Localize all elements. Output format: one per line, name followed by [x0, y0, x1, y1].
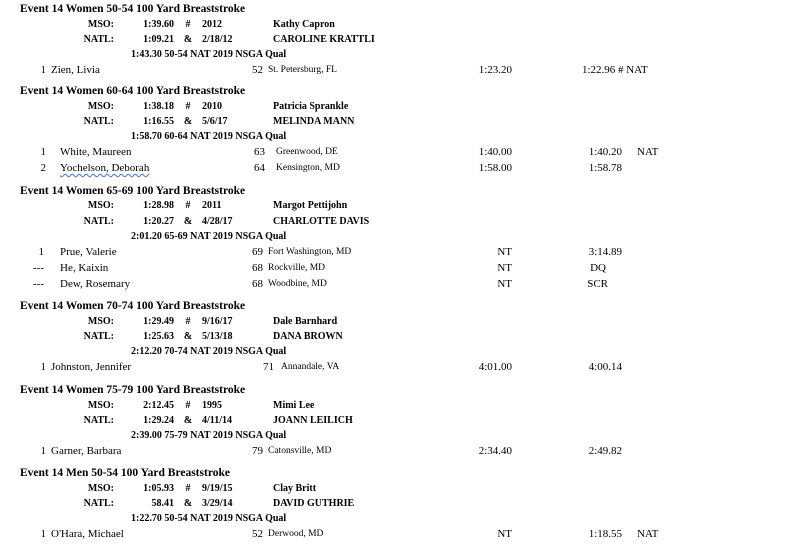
record-symbol: #	[185, 200, 191, 211]
qual-standard: 2:39.00 75-79 NAT 2019 NSGA Qual	[131, 430, 287, 441]
result-place: 2	[40, 162, 46, 174]
record-label: MSO:	[87, 316, 114, 327]
record-time: 1:38.18	[143, 101, 174, 112]
record-label: NATL:	[83, 498, 114, 509]
result-final-time: 1:18.55	[588, 528, 622, 540]
record-date: 5/6/17	[202, 116, 228, 127]
result-age: 52	[252, 64, 263, 76]
result-nat-flag: NAT	[637, 146, 659, 158]
record-symbol: &	[183, 498, 193, 509]
record-symbol: #	[185, 400, 191, 411]
result-seed-time: NT	[497, 528, 512, 540]
result-team: Annandale, VA	[281, 362, 340, 372]
result-place: 1	[40, 361, 46, 373]
result-team: St. Petersburg, FL	[268, 65, 337, 75]
record-holder: CAROLINE KRATTLI	[273, 34, 375, 45]
record-holder: Clay Britt	[273, 483, 317, 494]
record-symbol: #	[185, 316, 191, 327]
result-final-time: SCR	[587, 278, 608, 290]
record-holder: CHARLOTTE DAVIS	[273, 216, 370, 227]
result-final-time: 1:58.78	[588, 162, 622, 174]
record-date: 1995	[202, 400, 222, 411]
result-age: 68	[252, 262, 263, 274]
record-label: NATL:	[83, 116, 114, 127]
record-label: MSO:	[87, 101, 114, 112]
record-date: 2010	[202, 101, 222, 112]
record-label: MSO:	[87, 19, 114, 30]
event-title: Event 14 Women 60-64 100 Yard Breaststroke	[20, 85, 246, 97]
result-name: He, Kaixin	[60, 262, 109, 274]
result-name: Zien, Livia	[51, 64, 100, 76]
record-date: 2012	[202, 19, 222, 30]
result-place: 1	[38, 246, 44, 258]
result-age: 69	[252, 246, 263, 258]
record-date: 9/16/17	[202, 316, 233, 327]
record-label: MSO:	[87, 200, 114, 211]
record-symbol: #	[185, 483, 191, 494]
result-age: 71	[263, 361, 274, 373]
event-title: Event 14 Women 50-54 100 Yard Breaststroke	[20, 3, 246, 15]
result-final-time: DQ	[590, 262, 606, 274]
result-place: 1	[40, 528, 46, 540]
record-time: 1:28.98	[143, 200, 174, 211]
record-symbol: #	[185, 19, 191, 30]
record-time: 1:20.27	[143, 216, 174, 227]
qual-standard: 2:12.20 70-74 NAT 2019 NSGA Qual	[131, 346, 287, 357]
record-symbol: &	[183, 415, 193, 426]
event-title: Event 14 Men 50-54 100 Yard Breaststroke	[20, 467, 230, 479]
result-seed-time: 1:40.00	[478, 146, 512, 158]
record-holder: DAVID GUTHRIE	[273, 498, 355, 509]
result-place: 1	[40, 64, 46, 76]
record-date: 4/11/14	[202, 415, 233, 426]
result-final-time: 1:40.20	[588, 146, 622, 158]
record-symbol: #	[185, 101, 191, 112]
qual-standard: 2:01.20 65-69 NAT 2019 NSGA Qual	[131, 231, 287, 242]
qual-standard: 1:58.70 60-64 NAT 2019 NSGA Qual	[131, 131, 287, 142]
record-time: 1:29.24	[143, 415, 174, 426]
result-final-time: 1:22.96 # NAT	[582, 64, 648, 76]
result-place: ---	[33, 262, 44, 274]
record-date: 3/29/14	[202, 498, 233, 509]
record-date: 5/13/18	[202, 331, 233, 342]
result-place: 1	[40, 445, 46, 457]
qual-standard: 1:43.30 50-54 NAT 2019 NSGA Qual	[131, 49, 287, 60]
result-age: 64	[254, 162, 265, 174]
result-place: 1	[40, 146, 46, 158]
record-label: NATL:	[83, 216, 114, 227]
result-name: Johnston, Jennifer	[51, 361, 132, 373]
record-date: 2011	[202, 200, 222, 211]
result-seed-time: 2:34.40	[478, 445, 512, 457]
record-symbol: &	[183, 216, 193, 227]
result-nat-flag: NAT	[637, 528, 659, 540]
result-name: White, Maureen	[60, 146, 132, 158]
record-holder: Margot Pettijohn	[273, 200, 348, 211]
record-label: MSO:	[87, 400, 114, 411]
result-age: 52	[252, 528, 263, 540]
result-name: Garner, Barbara	[51, 445, 122, 457]
record-label: NATL:	[83, 331, 114, 342]
event-title: Event 14 Women 70-74 100 Yard Breaststroke	[20, 300, 246, 312]
result-final-time: 3:14.89	[588, 246, 622, 258]
result-team: Derwood, MD	[268, 529, 324, 539]
record-holder: MELINDA MANN	[273, 116, 355, 127]
result-team: Greenwood, DE	[276, 147, 338, 157]
result-place: ---	[33, 278, 44, 290]
record-date: 4/28/17	[202, 216, 233, 227]
record-time: 1:25.63	[143, 331, 174, 342]
record-holder: Kathy Capron	[273, 19, 335, 30]
result-seed-time: 1:58.00	[478, 162, 512, 174]
record-symbol: &	[183, 34, 193, 45]
result-seed-time: 4:01.00	[478, 361, 512, 373]
record-label: MSO:	[87, 483, 114, 494]
result-final-time: 4:00.14	[588, 361, 622, 373]
result-name: Prue, Valerie	[60, 246, 117, 258]
result-final-time: 2:49.82	[588, 445, 622, 457]
result-seed-time: NT	[497, 262, 512, 274]
event-title: Event 14 Women 65-69 100 Yard Breaststroke	[20, 185, 246, 197]
result-team: Fort Washington, MD	[268, 247, 352, 257]
result-team: Rockville, MD	[268, 263, 325, 273]
record-date: 2/18/12	[202, 34, 233, 45]
result-team: Catonsville, MD	[268, 446, 332, 456]
record-time: 1:16.55	[143, 116, 174, 127]
record-time: 1:05.93	[143, 483, 174, 494]
result-age: 63	[254, 146, 265, 158]
record-label: NATL:	[83, 34, 114, 45]
record-holder: Mimi Lee	[273, 400, 315, 411]
record-date: 9/19/15	[202, 483, 233, 494]
record-holder: JOANN LEILICH	[273, 415, 353, 426]
record-symbol: &	[183, 116, 193, 127]
result-name: O'Hara, Michael	[51, 528, 124, 540]
event-title: Event 14 Women 75-79 100 Yard Breaststroke	[20, 384, 246, 396]
record-holder: Dale Barnhard	[273, 316, 338, 327]
record-label: NATL:	[83, 415, 114, 426]
result-seed-time: NT	[497, 278, 512, 290]
result-name: Yochelson, Deborah	[60, 162, 150, 174]
record-time: 1:39.60	[143, 19, 174, 30]
record-symbol: &	[183, 331, 193, 342]
result-name: Dew, Rosemary	[60, 278, 131, 290]
record-time: 2:12.45	[143, 400, 174, 411]
record-time: 58.41	[151, 498, 174, 509]
record-time: 1:09.21	[143, 34, 174, 45]
record-holder: DANA BROWN	[273, 331, 343, 342]
result-seed-time: NT	[497, 246, 512, 258]
result-age: 68	[252, 278, 263, 290]
result-team: Woodbine, MD	[268, 279, 327, 289]
record-holder: Patricia Sprankle	[273, 101, 349, 112]
result-age: 79	[252, 445, 263, 457]
result-team: Kensington, MD	[276, 163, 340, 173]
record-time: 1:29.49	[143, 316, 174, 327]
qual-standard: 1:22.70 50-54 NAT 2019 NSGA Qual	[131, 513, 287, 524]
result-seed-time: 1:23.20	[478, 64, 512, 76]
